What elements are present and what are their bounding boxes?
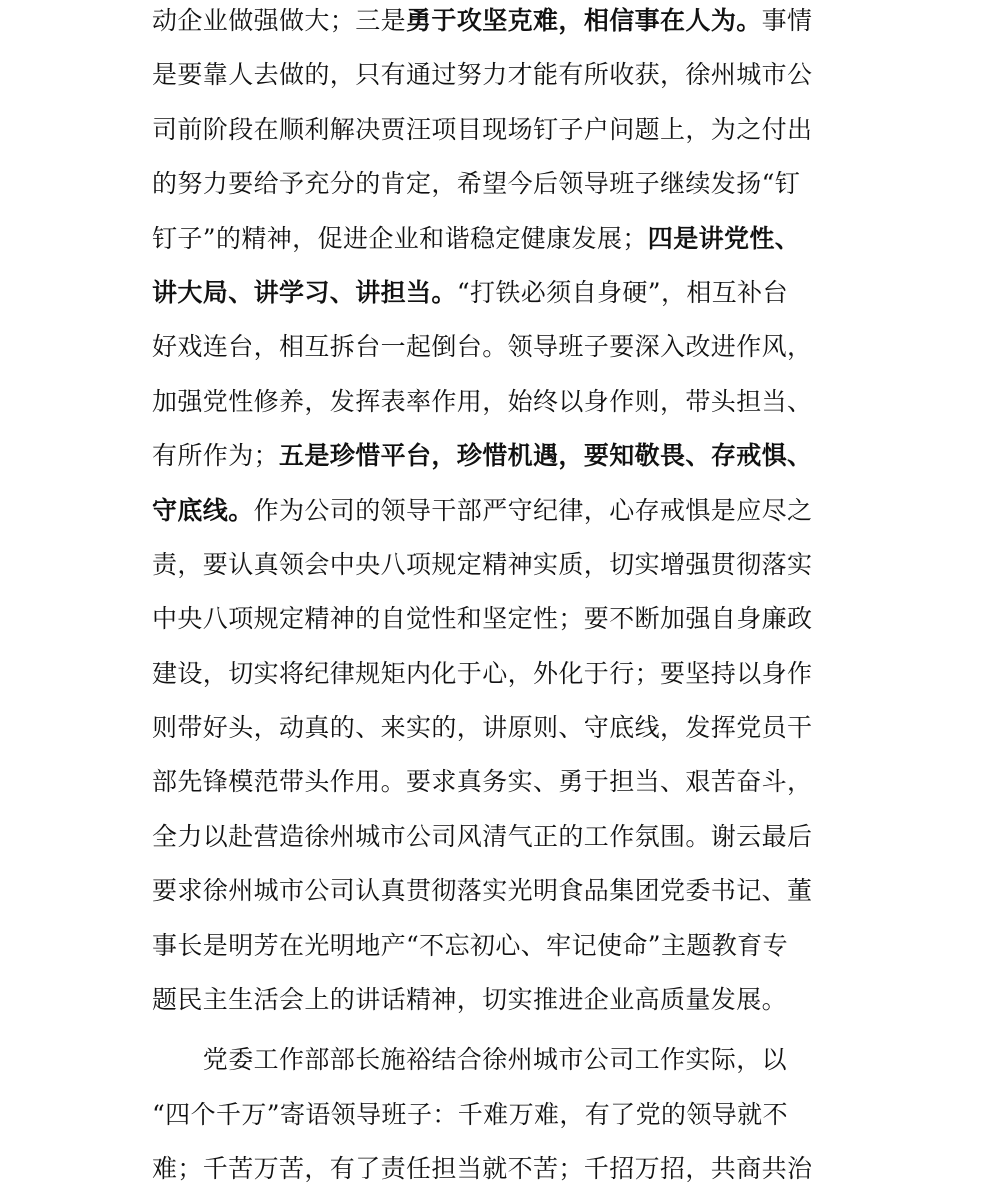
text-line <box>152 320 852 374</box>
text-segment: 责，要认真领会中央八项规定精神实质，切实增强贯彻落实 <box>152 549 813 579</box>
text-segment: 作为公司的领导干部严守纪律，心存戒惧是应尽之 <box>253 495 813 525</box>
text-segment: 司前阶段在顺利解决贾汪项目现场钉子户问题上，为之付出 <box>152 114 813 144</box>
text-line <box>152 266 852 320</box>
text-line <box>152 1142 852 1196</box>
text-segment: 加强党性修养，发挥表率作用，始终以身作则，带头担当、 <box>152 386 813 416</box>
text-segment: 建设，切实将纪律规矩内化于心，外化于行；要坚持以身作 <box>152 658 813 688</box>
text-segment: 要求徐州城市公司认真贯彻落实光明食品集团党委书记、董 <box>152 876 813 906</box>
text-segment: 党委工作部部长施裕结合徐州城市公司工作实际，以 <box>152 1045 788 1075</box>
text-line <box>152 212 852 266</box>
text-line <box>152 919 852 973</box>
text-line <box>152 592 852 646</box>
text-segment: 是要靠人去做的，只有通过努力才能有所收获，徐州城市公 <box>152 60 813 90</box>
bold-text-segment: 五是珍惜平台，珍惜机遇，要知敬畏、存戒惧、 <box>279 441 813 471</box>
text-line <box>152 157 852 211</box>
text-segment: 动企业做强做大；三是 <box>152 6 407 35</box>
text-line <box>152 973 852 1027</box>
text-segment: “打铁必须自身硬”，相互补台 <box>456 277 788 307</box>
text-segment: 的努力要给予充分的肯定，希望今后领导班子继续发扬“钉 <box>152 169 801 199</box>
text-segment: 部先锋模范带头作用。要求真务实、勇于担当、艰苦奋斗， <box>152 767 813 797</box>
text-segment: “四个千万”寄语领导班子：千难万难，有了党的领导就不 <box>152 1099 788 1129</box>
text-line <box>152 810 852 864</box>
text-line <box>152 48 852 102</box>
text-line <box>152 429 852 483</box>
text-line <box>152 538 852 592</box>
text-line <box>152 484 852 538</box>
bold-text-segment: 讲大局、讲学习、讲担当。 <box>152 277 457 307</box>
text-line <box>152 755 852 809</box>
text-line <box>152 1033 852 1087</box>
bold-text-segment: 勇于攻坚克难，相信事在人为。 <box>406 6 762 35</box>
text-segment: 则带好头，动真的、来实的，讲原则、守底线，发挥党员干 <box>152 713 813 743</box>
text-line <box>152 647 852 701</box>
text-segment: 全力以赴营造徐州城市公司风清气正的工作氛围。谢云最后 <box>152 821 813 851</box>
text-segment: 事长是明芳在光明地产“不忘初心、牢记使命”主题教育专 <box>152 930 788 960</box>
text-segment: 难；千苦万苦，有了责任担当就不苦；千招万招，共商共治 <box>152 1154 813 1184</box>
text-line <box>152 0 852 48</box>
text-segment: 事情 <box>761 6 813 35</box>
bold-text-segment: 四是讲党性、 <box>647 223 801 253</box>
text-segment: 中央八项规定精神的自觉性和坚定性；要不断加强自身廉政 <box>152 604 813 634</box>
text-line <box>152 1088 852 1142</box>
text-line <box>152 103 852 157</box>
text-line <box>152 375 852 429</box>
text-line <box>152 701 852 755</box>
text-segment: 题民主生活会上的讲话精神，切实推进企业高质量发展。 <box>152 985 788 1015</box>
text-segment: 钉子”的精神，促进企业和谐稳定健康发展； <box>152 223 648 253</box>
text-segment: 有所作为； <box>152 441 280 471</box>
text-line <box>152 864 852 918</box>
bold-text-segment: 守底线。 <box>152 495 254 525</box>
document-page <box>152 0 852 1197</box>
text-segment: 好戏连台，相互拆台一起倒台。领导班子要深入改进作风， <box>152 332 813 362</box>
